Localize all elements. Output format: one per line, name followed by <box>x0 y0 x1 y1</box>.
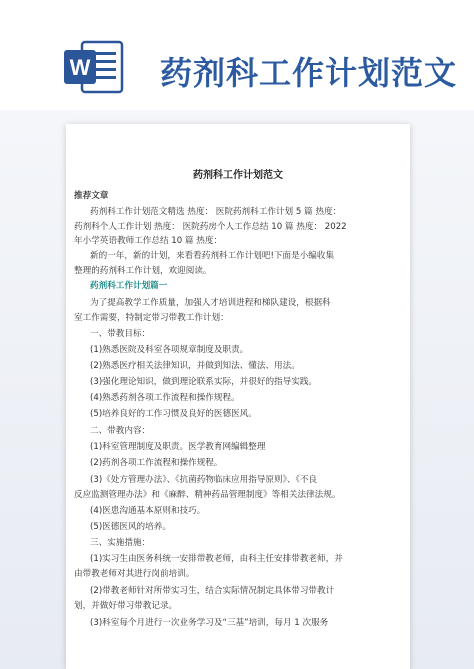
body-line-19: (2)带教老师针对所带实习生，结合实际情况制定具体带习带教计 <box>90 586 335 596</box>
body-line-4: (1)熟悉医院及科室各项规章制度及职责。 <box>90 345 249 355</box>
recommend-line-2: 药剂科个人工作计划 热度： 医院药房个人工作总结 10 篇 热度： 2022 <box>74 222 347 232</box>
word-document-icon <box>62 38 124 96</box>
recommend-line-3: 年小学英语教师工作总结 10 篇 热度： <box>74 236 223 246</box>
body-line-3: 一、带教目标： <box>90 329 151 339</box>
body-line-17: (1)实习生由医务科统一安排带教老师，由科主任安排带教老师，并 <box>90 554 343 564</box>
body-line-10: (1)科室管理制度及职责。医学教育网编辑整理 <box>90 442 266 452</box>
intro-line-1: 新的一年，新的计划，来看看药剂科工作计划吧!下面是小编收集 <box>90 251 335 261</box>
banner-title: 药剂科工作计划范文 <box>160 54 458 92</box>
body-line-12: (3)《处方管理办法》、《抗菌药物临床应用指导原则》、《不良 <box>90 475 318 485</box>
body-line-9: 二、带教内容： <box>90 426 151 436</box>
body-line-11: (2)药剂各项工作流程和操作规程。 <box>90 458 223 468</box>
subheading-plan-1: 药剂科工作计划篇一 <box>90 281 168 291</box>
body-line-18: 由带教老师对其进行岗前培训。 <box>74 569 195 579</box>
word-icon-letter: W <box>69 55 91 80</box>
body-line-1: 为了提高教学工作质量，加强人才培训进程和梯队建设，根据科 <box>90 298 331 308</box>
document-title: 药剂科工作计划范文 <box>193 170 283 181</box>
body-line-5: (2)熟悉医疗相关法律知识，并做到知法、懂法、用法。 <box>90 361 300 371</box>
body-line-2: 室工作需要，特制定带习带教工作计划： <box>74 313 229 323</box>
body-line-20: 划，并做好带习带教记录。 <box>74 601 178 611</box>
body-line-14: (4)医患沟通基本原则和技巧。 <box>90 506 206 516</box>
section-recommend: 推荐文章 <box>74 191 109 201</box>
body-line-13: 反应监测管理办法》和《麻醉、精神药品管理制度》等相关法律法规。 <box>74 490 341 500</box>
body-line-15: (5)医德医风的培养。 <box>90 522 171 532</box>
body-line-16: 三、实施措施： <box>90 538 151 548</box>
body-line-8: (5)培养良好的工作习惯及良好的医德医风。 <box>90 409 257 419</box>
body-line-7: (4)熟悉药剂各项工作流程和操作规程。 <box>90 393 240 403</box>
body-line-21: (3)科室每个月进行一次业务学习及“三基”培训，每月 1 次服务 <box>90 618 329 628</box>
body-line-6: (3)强化理论知识，做到理论联系实际，并很好的指导实践。 <box>90 377 318 387</box>
header-banner <box>0 0 474 110</box>
intro-line-2: 整理的药剂科工作计划，欢迎阅读。 <box>74 266 212 276</box>
recommend-line-1: 药剂科工作计划范文精选 热度： 医院药剂科工作计划 5 篇 热度： <box>90 207 342 217</box>
